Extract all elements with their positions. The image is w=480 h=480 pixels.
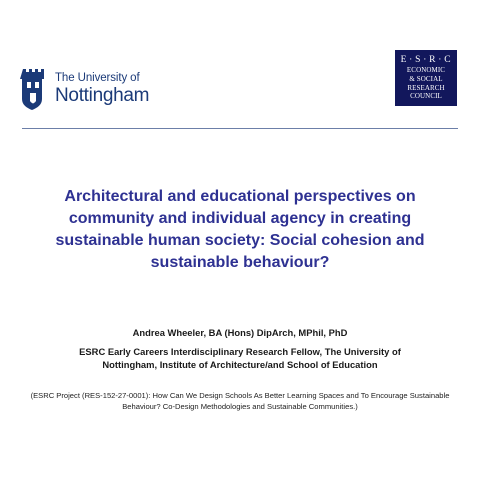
esrc-line-social: & SOCIAL xyxy=(409,74,443,83)
header-divider xyxy=(22,128,458,129)
castle-crest-icon xyxy=(20,67,46,111)
university-name xyxy=(55,72,149,106)
esrc-line-economic: ECONOMIC xyxy=(406,66,446,75)
author-affiliation: ESRC Early Careers Interdisciplinary Research Fellow, The University of Nottingham, Institute of Architecture/and School of Education xyxy=(79,346,401,370)
esrc-logo xyxy=(395,50,457,106)
project-description: (ESRC Project (RES-152-27-0001): How Can We Design Schools As Better Learning Spaces and To Encourage Sustainable Behaviour? Co-Design Methodologies and Sustainable Communities.) xyxy=(30,391,450,411)
university-name-line1: The University of xyxy=(55,72,140,84)
esrc-line-research: RESEARCH xyxy=(407,83,445,92)
esrc-line-council: COUNCIL xyxy=(410,92,442,101)
esrc-title: E·S·R·C xyxy=(400,55,454,66)
university-logo xyxy=(20,66,149,112)
slide-title: Architectural and educational perspectives on community and individual agency in creating sustainable human society: Social cohesion and sustainable behaviour? xyxy=(55,188,425,271)
author-name: Andrea Wheeler, BA (Hons) DipArch, MPhil, PhD xyxy=(132,327,348,338)
university-name-line2: Nottingham xyxy=(55,85,150,106)
